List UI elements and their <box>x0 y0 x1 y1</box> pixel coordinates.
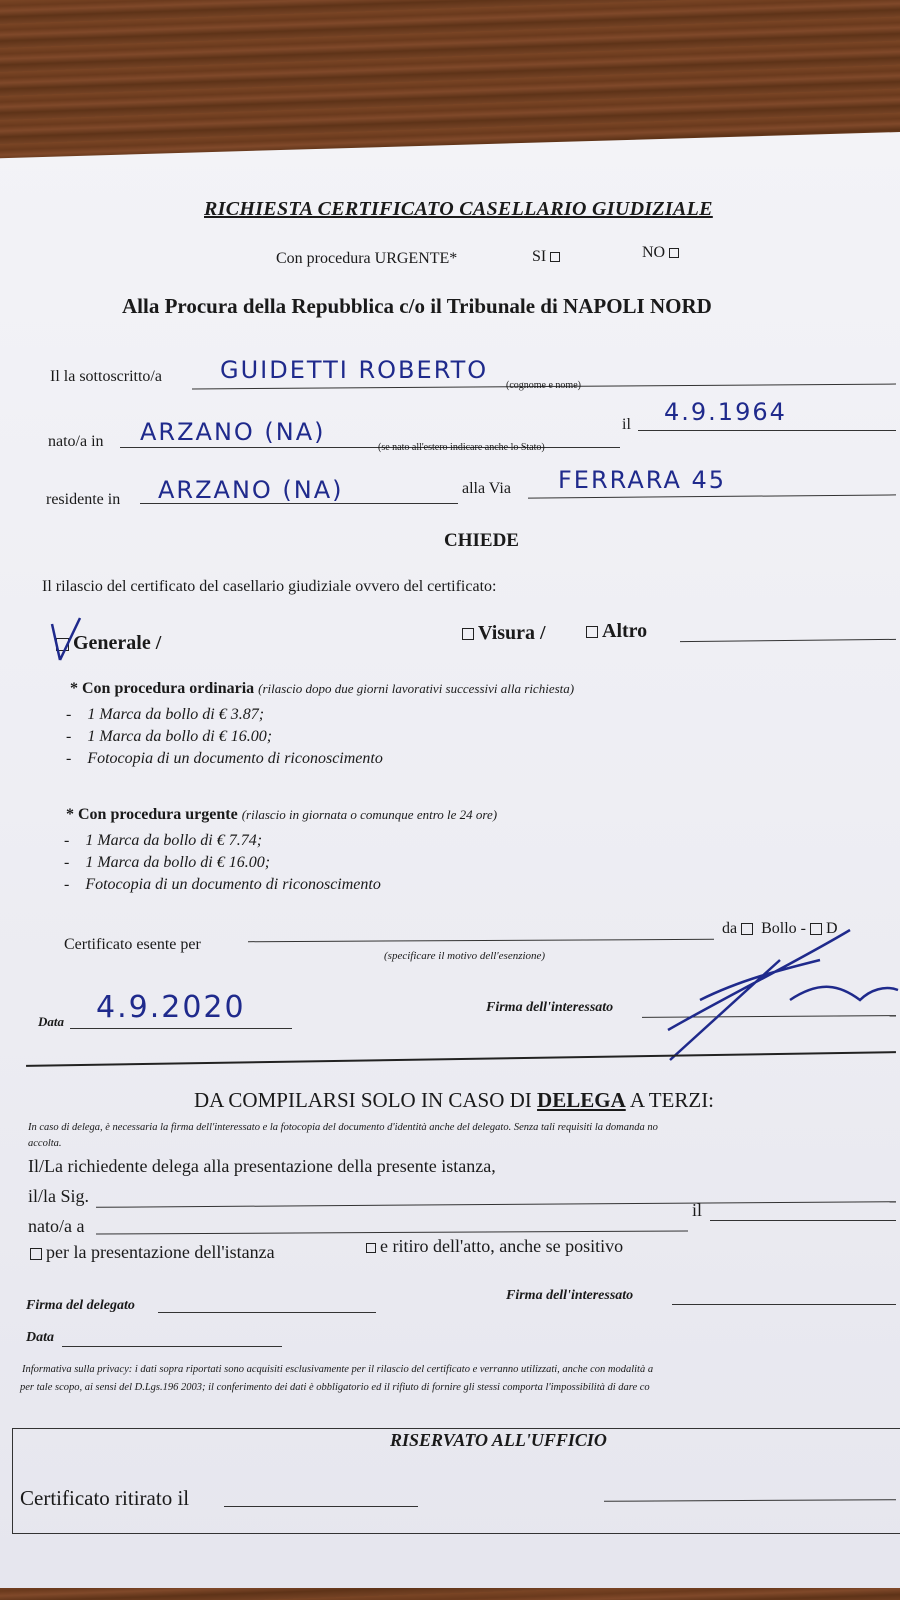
date-value[interactable]: 4.9.2020 <box>96 990 246 1025</box>
ordinary-item: - Fotocopia di un documento di riconoscimento <box>66 750 383 767</box>
born-label: nato/a in <box>48 433 104 450</box>
urgent-item: - 1 Marca da bollo di € 7.74; <box>64 832 263 849</box>
delegation-title-part: A TERZI: <box>625 1088 715 1112</box>
birth-date-label: il <box>622 416 631 433</box>
interested-signature-label: Firma dell'interessato <box>506 1288 634 1303</box>
generale-label: Generale / <box>73 632 162 654</box>
ordinary-asterisk: * <box>70 680 82 697</box>
exempt-da-label: da <box>722 920 738 937</box>
ordinary-item: - 1 Marca da bollo di € 16.00; <box>66 728 273 745</box>
exempt-d-label: D <box>826 920 838 937</box>
option-ritiro[interactable] <box>362 1236 623 1257</box>
birth-date-value[interactable]: 4.9.1964 <box>664 398 787 426</box>
street-value[interactable]: FERRARA 45 <box>558 466 727 494</box>
request-text: Il rilascio del certificato del casellario giudiziale ovvero del certificato: <box>42 578 497 595</box>
presentation-label: per la presentazione dell'istanza <box>46 1242 275 1262</box>
delegation-note: In caso di delega, è necessaria la firma dell'interessato e la fotocopia del documento d'identità anche del delegato. Senza tali requisiti la domanda no <box>28 1122 658 1133</box>
undersigned-hint: (cognome e nome) <box>506 380 581 391</box>
withdrawn-label: Certificato ritirato il <box>20 1486 190 1510</box>
presentation-checkbox[interactable] <box>30 1248 42 1260</box>
residence-label: residente in <box>46 491 121 508</box>
delegate-date-line2[interactable] <box>62 1346 282 1347</box>
privacy-line-1: Informativa sulla privacy: i dati sopra riportati sono acquisiti esclusivamente per il rilascio del certificato e verranno utilizzati, anche con modalità a <box>22 1364 654 1375</box>
withdrawn-date-line[interactable] <box>224 1506 418 1507</box>
undersigned-label: Il la sottoscritto/a <box>50 368 162 385</box>
altro-label: Altro <box>602 620 648 642</box>
undersigned-value[interactable]: GUIDETTI ROBERTO <box>220 356 489 384</box>
ritiro-checkbox[interactable] <box>366 1243 376 1253</box>
born-value[interactable]: ARZANO (NA) <box>140 418 326 446</box>
ordinary-item-text: 1 Marca da bollo di € 3.87; <box>87 706 265 723</box>
delegate-date-label: il <box>692 1200 703 1220</box>
delegate-signature-label: Firma del delegato <box>26 1298 135 1313</box>
urgent-item-text: 1 Marca da bollo di € 7.74; <box>85 832 263 849</box>
delegate-date-label2: Data <box>26 1330 54 1345</box>
urgent-asterisk: * <box>66 806 78 823</box>
ritiro-label: e ritiro dell'atto, anche se positivo <box>380 1236 624 1256</box>
sig-label: il/la Sig. <box>28 1186 90 1206</box>
chiede-heading: CHIEDE <box>444 530 519 551</box>
addressee: Alla Procura della Repubblica c/o il Tribunale di NAPOLI NORD <box>122 294 712 318</box>
delegate-date-line[interactable] <box>710 1220 896 1221</box>
born-hint: (se nato all'estero indicare anche lo Stato) <box>378 442 545 453</box>
urgent-title: Con procedura urgente <box>78 806 238 823</box>
delegation-note-cont: accolta. <box>28 1138 62 1149</box>
exempt-label: Certificato esente per <box>64 936 201 953</box>
street-label: alla Via <box>462 480 511 497</box>
signature-scribble <box>668 930 898 1060</box>
urgent-item-text: 1 Marca da bollo di € 16.00; <box>85 854 271 871</box>
delegation-text: Il/La richiedente delega alla presentazione della presente istanza, <box>28 1156 496 1176</box>
urgent-label: Con procedura URGENTE* <box>276 250 458 267</box>
visura-label: Visura / <box>478 622 546 644</box>
ordinary-item-text: Fotocopia di un documento di riconoscimento <box>87 750 383 767</box>
urgent-note: (rilascio in giornata o comunque entro le 24 ore) <box>241 807 498 822</box>
urgent-item: - 1 Marca da bollo di € 16.00; <box>64 854 271 871</box>
exempt-hint: (specificare il motivo dell'esenzione) <box>384 950 546 962</box>
privacy-line-2: per tale scopo, ai sensi del D.Lgs.196 2003; il conferimento dei dati è obbligatorio ed il rifiuto di fornire gli stessi comporta l'impossibilità di dare co <box>20 1382 650 1393</box>
ordinary-note: (rilascio dopo due giorni lavorativi successivi alla richiesta) <box>258 681 575 696</box>
delegation-title-part: DA COMPILARSI SOLO IN CASO DI <box>194 1088 538 1112</box>
ordinary-item: - 1 Marca da bollo di € 3.87; <box>66 706 265 723</box>
form-title: RICHIESTA CERTIFICATO CASELLARIO GIUDIZIALE <box>204 198 713 220</box>
delegation-title <box>194 1088 714 1113</box>
ordinary-title: Con procedura ordinaria <box>82 680 255 697</box>
ordinary-item-text: 1 Marca da bollo di € 16.00; <box>87 728 273 745</box>
delegate-born-label: nato/a a <box>28 1216 85 1236</box>
no-label: NO <box>642 244 666 261</box>
delegation-title-emphasis: DELEGA <box>537 1088 626 1112</box>
interested-signature-line[interactable] <box>672 1304 896 1305</box>
option-presentation[interactable] <box>26 1242 275 1263</box>
date-label: Data <box>38 1014 64 1029</box>
office-title: RISERVATO ALL'UFFICIO <box>390 1430 607 1450</box>
residence-value[interactable]: ARZANO (NA) <box>158 476 344 504</box>
exempt-bollo-label: Bollo - <box>761 920 806 937</box>
urgent-item: - Fotocopia di un documento di riconoscimento <box>64 876 381 893</box>
delegate-signature-line[interactable] <box>158 1312 376 1313</box>
urgent-item-text: Fotocopia di un documento di riconoscimento <box>85 876 381 893</box>
generale-check-mark <box>52 618 80 660</box>
signature-label: Firma dell'interessato <box>486 1000 614 1015</box>
si-label: SI <box>532 248 547 265</box>
